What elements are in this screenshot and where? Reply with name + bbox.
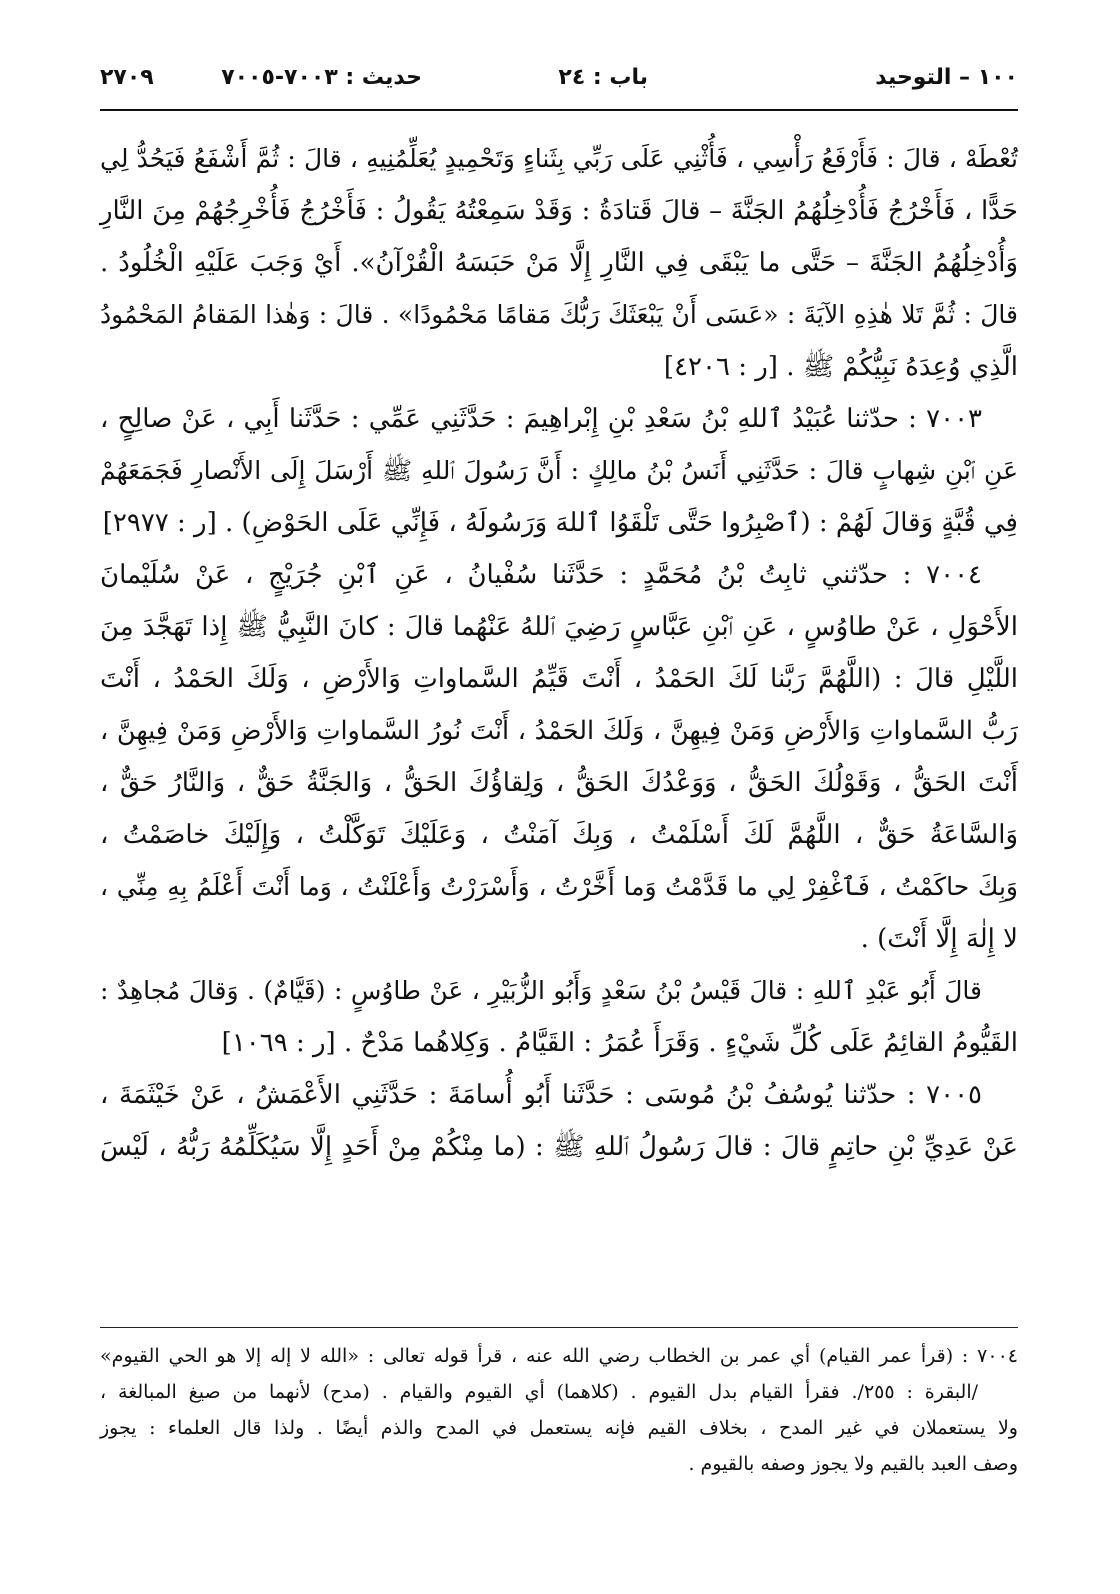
footnote-line: وصف العبد بالقيم ولا يجوز وصفه بالقيوم . <box>688 1453 1018 1475</box>
hadith-7004-line: ٧٠٠٤ : حدّثني ثابِتُ بْنُ مُحَمَّدٍ : حَدَّثَنا سُفْيانُ ، عَنِ ٱبْنِ جُرَيْجٍ ، عَنْ سُلَيْمانَ <box>100 560 982 590</box>
chapter-title: ١٠٠ – التوحيد <box>875 65 1018 90</box>
text-line: الَّذِي وُعِدَهُ نَبِيُّكُمْ ﷺ . [ر : ٤٢٠٦] <box>663 352 1018 382</box>
footnote-line: ٧٠٠٤ : (قرأ عمر القيام) أي عمر بن الخطاب رضي الله عنه ، قرأ قوله تعالى : «الله لا إله إلا هو الحي القيوم» <box>100 1345 1018 1367</box>
bab-number: باب : ٢٤ <box>558 65 648 90</box>
text-line: عَنِ ٱبْنِ شِهابٍ قالَ : حَدَّثَنِي أَنَسُ بْنُ مالِكٍ : أَنَّ رَسُولَ ٱللهِ ﷺ أَرْسَلَ إِلَى الأَنْصارِ فَجَمَعَهُمْ <box>100 456 1018 485</box>
hadith-range: حديث : ٧٠٠٣-٧٠٠٥ <box>221 65 422 90</box>
text-line: وَأُدْخِلُهُمُ الجَنَّةَ – حَتَّى ما يَبْقَى فِي النَّارِ إِلَّا مَنْ حَبَسَهُ الْقُرْآنُ». أَيْ وَجَبَ عَلَيْهِ الْخُلُودُ . <box>100 248 1018 278</box>
text-line: عَنْ عَدِيِّ بْنِ حاتِمٍ قالَ : قالَ رَسُولُ ٱللهِ ﷺ : (ما مِنْكُمْ مِنْ أَحَدٍ إِلَّا سَيُكَلِّمُهُ رَبُّهُ ، لَيْسَ <box>100 1132 1018 1162</box>
text-line: قالَ : ثُمَّ تَلا هٰذِهِ الآيَةَ : «عَسَى أَنْ يَبْعَثَكَ رَبُّكَ مَقامًا مَحْمُودًا» . قالَ : وَهٰذا المَقامُ المَحْمُودُ <box>100 300 1018 329</box>
text-line: رَبُّ السَّماواتِ وَالأَرْضِ وَمَنْ فِيهِنَّ ، وَلَكَ الحَمْدُ ، أَنْتَ نُورُ السَّماواتِ وَالأَرْضِ وَمَنْ فِيهِنَّ ، <box>100 716 1018 746</box>
text-line: فِي قُبَّةٍ وَقالَ لَهُمْ : (ٱصْبِرُوا حَتَّى تَلْقَوُا ٱللهَ وَرَسُولَهُ ، فَإِنِّي عَلَى الحَوْضِ) . [ر : ٢٩٧٧] <box>102 508 1018 538</box>
text-line: وَبِكَ حاكَمْتُ ، فَٱغْفِرْ لِي ما قَدَّمْتُ وَما أَخَّرْتُ ، وَأَسْرَرْتُ وَأَعْلَنْتُ ، وَما أَنْتَ أَعْلَمُ بِهِ مِنِّي ، <box>100 872 1018 901</box>
text-line: حَدًّا ، فَأَخْرُجُ فَأُدْخِلُهُمُ الجَنَّةَ – قالَ قَتادَةُ : وَقَدْ سَمِعْتُهُ يَقُولُ : فَأَخْرُجُ فَأُخْرِجُهُمْ مِنَ النَّارِ <box>100 196 1018 226</box>
text-line: اللَّيْلِ قالَ : (اللَّهُمَّ رَبَّنا لَكَ الحَمْدُ ، أَنْتَ قَيِّمُ السَّماواتِ وَالأَرْضِ ، وَلَكَ الحَمْدُ ، أَنْتَ <box>100 664 1018 694</box>
text-line: أَنْتَ الحَقُّ ، وَقَوْلُكَ الحَقُّ ، وَوَعْدُكَ الحَقُّ ، وَلِقاؤُكَ الحَقُّ ، وَالجَنَّةُ حَقٌّ ، وَالنَّارُ حَقٌّ ، <box>100 768 1018 798</box>
text-line: تُعْطَهْ ، قالَ : فَأَرْفَعُ رَأْسِي ، فَأُثْنِي عَلَى رَبِّي بِثَناءٍ وَتَحْمِيدٍ يُعَلِّمُنِيهِ ، قالَ : ثُمَّ أَشْفَعُ فَيَحُدُّ لِي <box>100 144 1018 173</box>
text-line: وَالسَّاعَةُ حَقٌّ ، اللَّهُمَّ لَكَ أَسْلَمْتُ ، وَبِكَ آمَنْتُ ، وَعَلَيْكَ تَوَكَّلْتُ ، وَإِلَيْكَ خاصَمْتُ ، <box>100 820 1018 850</box>
running-header <box>100 58 1018 98</box>
hadith-7003-line: ٧٠٠٣ : حدّثنا عُبَيْدُ ٱللهِ بْنُ سَعْدِ بْنِ إِبْراهِيمَ : حَدَّثَنِي عَمِّي : حَدَّثَنا أَبِي ، عَنْ صالِحٍ ، <box>100 404 982 434</box>
footnote-line: /البقرة : ٢٥٥/. فقرأ القيام بدل القيوم . (كلاهما) أي القيوم والقيام . (مدح) لأنهما من صيغ المبالغة ، <box>100 1381 979 1403</box>
page-number: ٢٧٠٩ <box>100 65 154 90</box>
header-divider <box>100 109 1018 111</box>
footnote-line: ولا يستعملان في غير المدح ، بخلاف القيم فإنه يستعمل في المدح والذم أيضًا . ولذا قال العلماء : يجوز <box>100 1417 1018 1439</box>
text-line: القَيُّومُ القائِمُ عَلَى كُلِّ شَيْءٍ . وَقَرَأَ عُمَرُ : القَيَّامُ . وَكِلاهُما مَدْحٌ . [ر : ١٠٦٩] <box>221 1028 1018 1058</box>
text-line: الأَحْوَلِ ، عَنْ طاوُسٍ ، عَنِ ٱبْنِ عَبَّاسٍ رَضِيَ ٱللهُ عَنْهُما قالَ : كانَ النَّبِيُّ ﷺ إِذا تَهَجَّدَ مِنَ <box>100 612 1018 642</box>
hadith-7005-line: ٧٠٠٥ : حدّثنا يُوسُفُ بْنُ مُوسَى : حَدَّثَنا أَبُو أُسامَةَ : حَدَّثَنِي الأَعْمَشُ ، عَنْ خَيْثَمَةَ ، <box>100 1080 982 1110</box>
footnote-divider <box>100 1327 1018 1328</box>
text-line: قالَ أَبُو عَبْدِ ٱللهِ : قالَ قَيْسُ بْنُ سَعْدٍ وَأَبُو الزُّبَيْرِ ، عَنْ طاوُسٍ : (قَيَّامٌ) . وَقالَ مُجاهِدٌ : <box>100 976 982 1005</box>
text-line: لا إِلٰهَ إِلَّا أَنْتَ) . <box>860 924 1018 954</box>
